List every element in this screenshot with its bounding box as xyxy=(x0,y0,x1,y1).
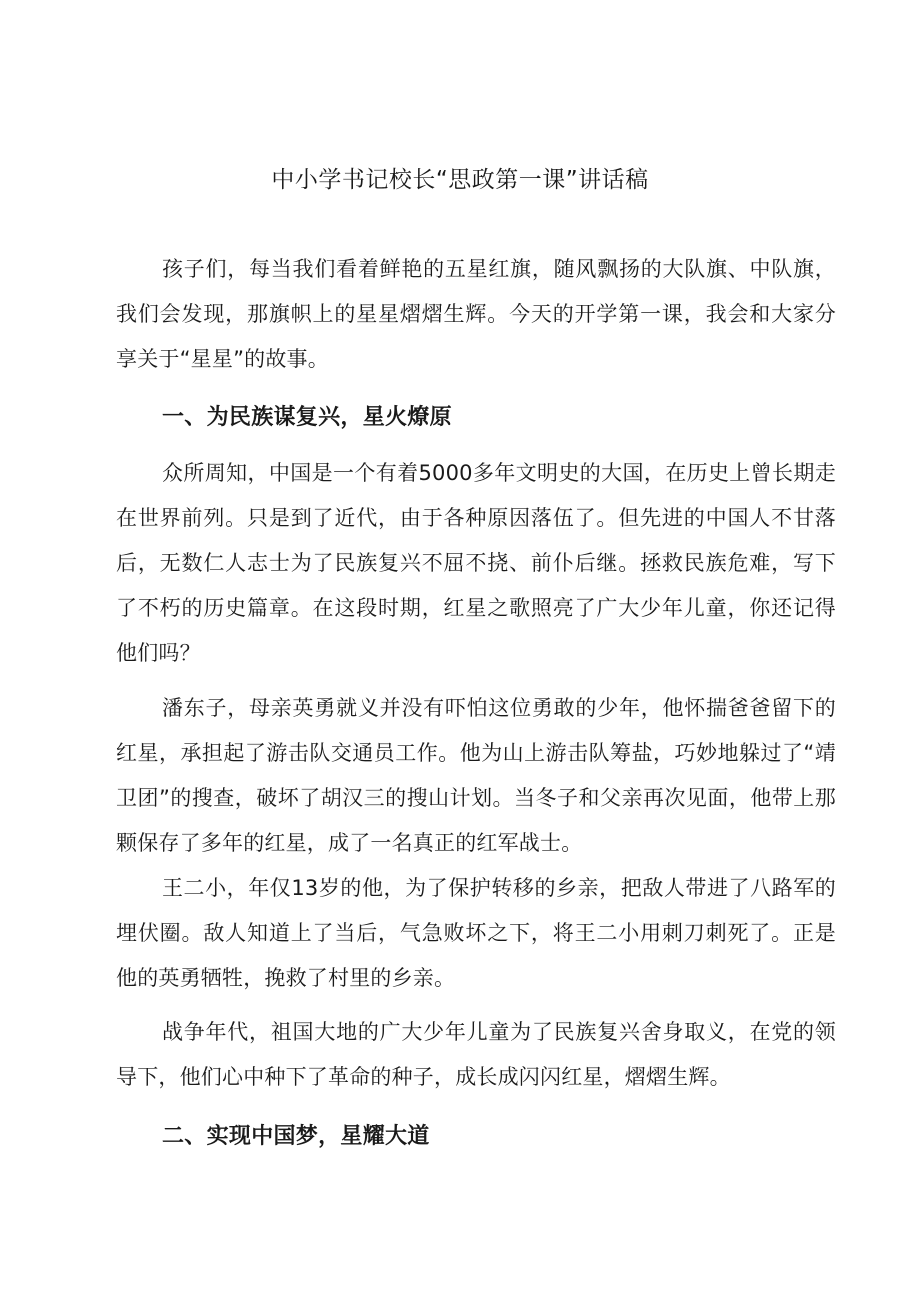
paragraph-intro: 孩子们，每当我们看着鲜艳的五星红旗，随风飘扬的大队旗、中队旗，我们会发现，那旗帜上的星星熠熠生辉。今天的开学第一课，我会和大家分享关于“星星”的故事。 xyxy=(116,257,836,371)
document-title: 中小学书记校长“思政第一课”讲话稿 xyxy=(271,167,649,193)
paragraph-history: 众所周知，中国是一个有着5000多年文明史的大国，在历史上曾长期走在世界前列。只是到了近代，由于各种原因落伍了。但先进的中国人不甘落后，无数仁人志士为了民族复兴不屈不挠、前仆后继。拯救民族危难，写下了不朽的历史篇章。在这段时期，红星之歌照亮了广大少年儿童，你还记得他们吗？ xyxy=(116,461,836,665)
section-heading-2: 二、实现中国梦，星耀大道 xyxy=(162,1124,430,1149)
paragraph-war-years: 战争年代，祖国大地的广大少年儿童为了民族复兴舍身取义，在党的领导下，他们心中种下了革命的种子，成长成闪闪红星，熠熠生辉。 xyxy=(116,1020,836,1089)
section-heading-1: 一、为民族谋复兴，星火燎原 xyxy=(162,405,452,430)
paragraph-wang-erxiao: 王二小，年仅13岁的他，为了保护转移的乡亲，把敌人带进了八路军的埋伏圈。敌人知道上了当后，气急败坏之下，将王二小用刺刀刺死了。正是他的英勇牺牲，挽救了村里的乡亲。 xyxy=(116,876,836,990)
paragraph-pan-dongzi: 潘东子，母亲英勇就义并没有吓怕这位勇敢的少年，他怀揣爸爸留下的红星，承担起了游击队交通员工作。他为山上游击队筹盐，巧妙地躲过了“靖卫团”的搜查，破坏了胡汉三的搜山计划。当冬子和父亲再次见面，他带上那颗保存了多年的红星，成了一名真正的红军战士。 xyxy=(116,696,836,855)
